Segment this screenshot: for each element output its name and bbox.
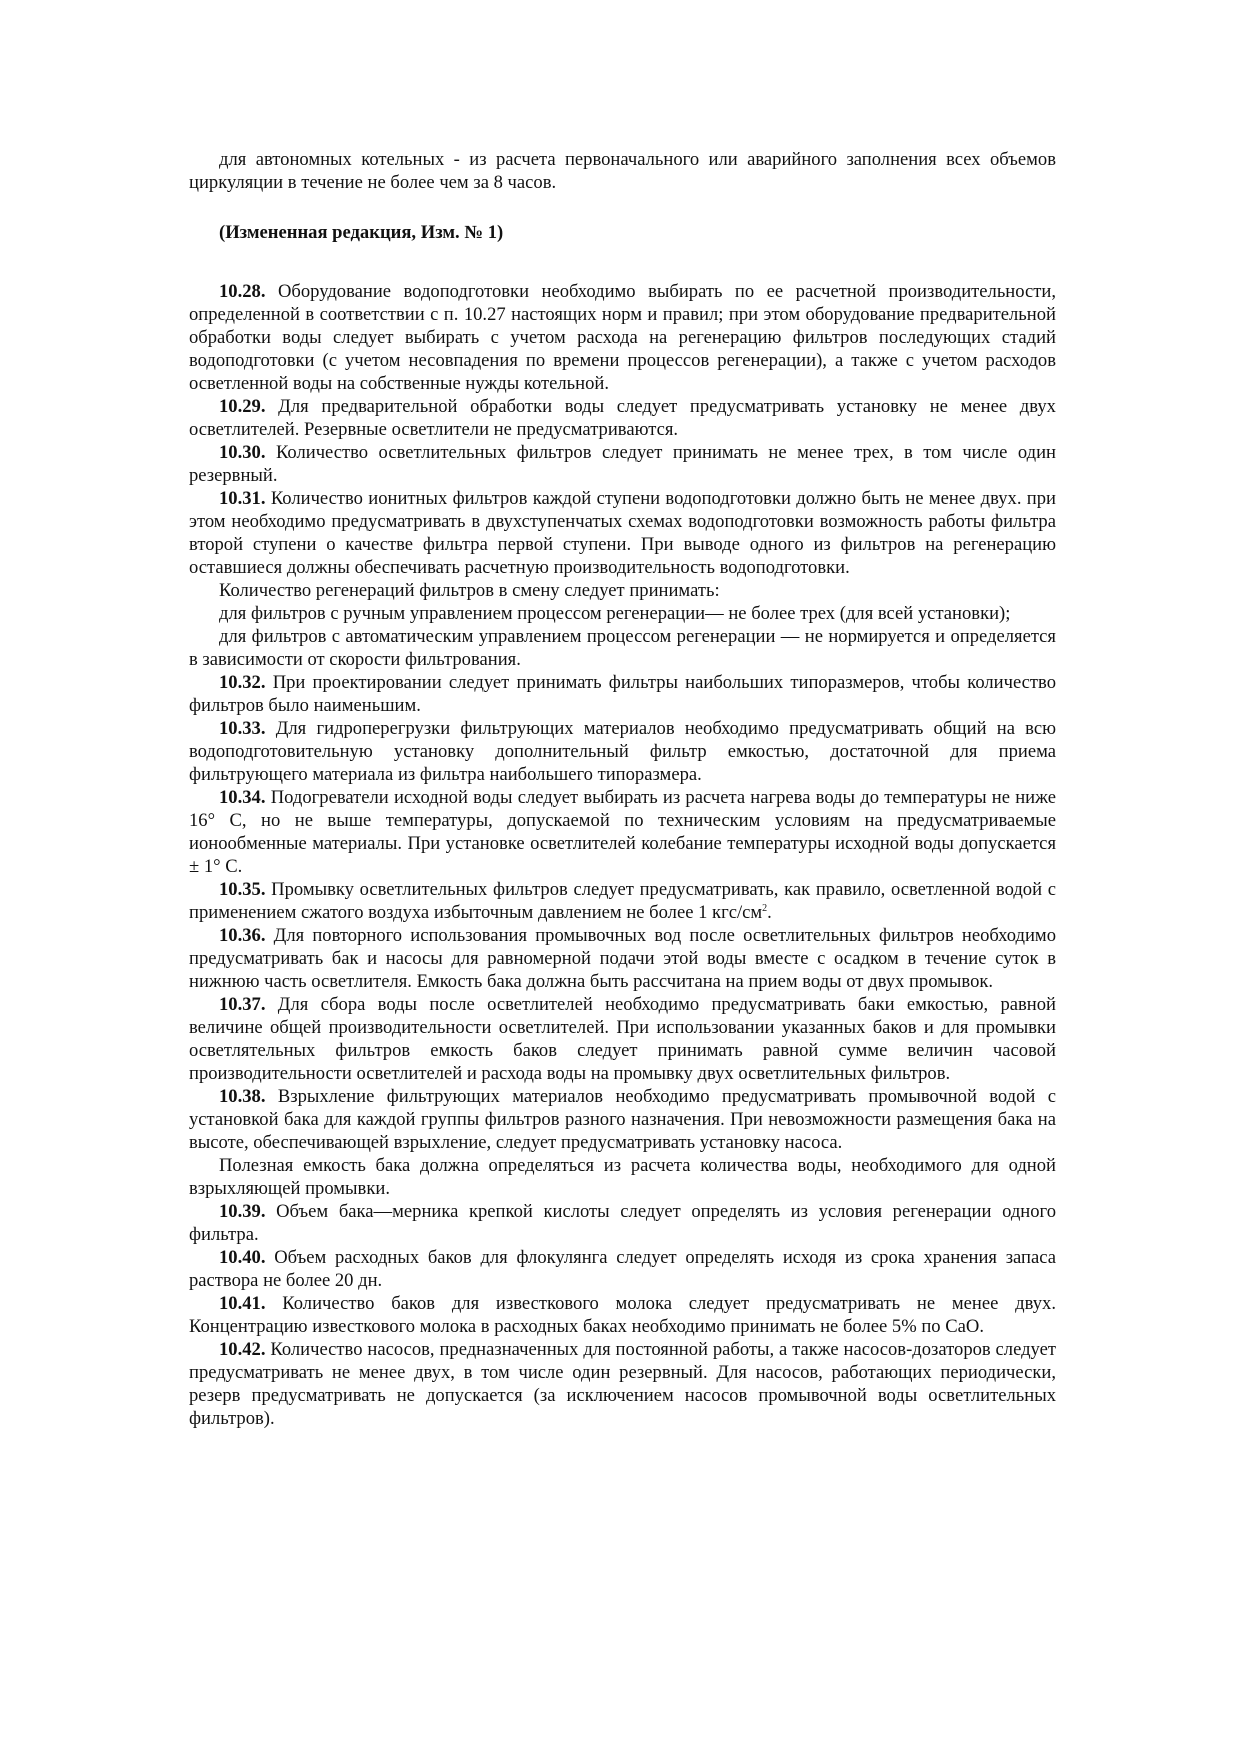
clause-text: Объем бака—мерника крепкой кислоты следует определять из условия регенерации одного фильтра.: [189, 1201, 1056, 1245]
clause-continuation: [189, 625, 1056, 671]
clause-number: 10.33.: [219, 718, 266, 739]
clause-paragraph: [189, 1292, 1056, 1338]
clause-number: 10.41.: [219, 1293, 266, 1314]
clause-number: 10.42.: [219, 1339, 266, 1360]
clause-text: для фильтров с автоматическим управлением процессом регенерации — не нормируется и определяется в зависимости от скорости фильтрования.: [189, 626, 1056, 670]
clause-text: Количество регенераций фильтров в смену следует принимать:: [219, 580, 720, 601]
clause-paragraph: [189, 1085, 1056, 1154]
clause-paragraph: [189, 395, 1056, 441]
clause-paragraph: [189, 924, 1056, 993]
clause-continuation: [189, 579, 1056, 602]
clause-text: Для предварительной обработки воды следует предусматривать установку не менее двух осветлителей. Резервные осветлители не предусматриваются.: [189, 396, 1056, 440]
clause-text: Количество ионитных фильтров каждой ступени водоподготовки должно быть не менее двух. при этом необходимо предусматривать в двухступенчатых схемах водоподготовки возможность работы фильтра второй ступени о качестве фильтра первой ступени. При выводе одного из фильтров на регенерацию оставшиеся должны обеспечивать расчетную производительность водоподготовки.: [189, 488, 1056, 578]
clause-paragraph: [189, 280, 1056, 395]
clause-number: 10.38.: [219, 1086, 266, 1107]
intro-paragraph: для автономных котельных - из расчета первоначального или аварийного заполнения всех объемов циркуляции в течение не более чем за 8 часов.: [189, 149, 1056, 193]
clause-text: Для повторного использования промывочных вод после осветлительных фильтров необходимо предусматривать бак и насосы для равномерной подачи этой воды вместе с осадком в течение суток в нижнюю часть осветлителя. Емкость бака должна быть рассчитана на прием воды от двух промывок.: [189, 925, 1056, 992]
clause-paragraph: [189, 878, 1056, 924]
document-page: [189, 148, 1056, 1430]
clause-number: 10.39.: [219, 1201, 266, 1222]
clause-text: Полезная емкость бака должна определяться из расчета количества воды, необходимого для одной взрыхляющей промывки.: [189, 1155, 1056, 1199]
clause-paragraph: [189, 993, 1056, 1085]
clause-paragraph: [189, 671, 1056, 717]
clause-text: для фильтров с ручным управлением процессом регенерации— не более трех (для всей установки);: [219, 603, 1011, 624]
clause-text: Подогреватели исходной воды следует выбирать из расчета нагрева воды до температуры не ниже 16° С, но не выше температуры, допускаемой по техническим условиям на предусматриваемые ионообменные материалы. При установке осветлителей колебание температуры исходной воды допускается ± 1° С.: [189, 787, 1056, 877]
clause-text: Для гидроперегрузки фильтрующих материалов необходимо предусматривать общий на всю водоподготовительную установку дополнительный фильтр емкостью, достаточной для приема фильтрующего материала из фильтра наибольшего типоразмера.: [189, 718, 1056, 785]
clause-number: 10.32.: [219, 672, 266, 693]
clause-text: Для сбора воды после осветлителей необходимо предусматривать баки емкостью, равной величине общей производительности осветлителей. При использовании указанных баков и для промывки осветлятельных фильтров емкость баков следует принимать равной сумме величин часовой производительности осветлителей и расхода воды на промывку двух осветлительных фильтров.: [189, 994, 1056, 1084]
clause-number: 10.37.: [219, 994, 266, 1015]
clause-text: Количество баков для известкового молока следует предусматривать не менее двух. Концентрацию известкового молока в расходных баках необходимо принимать не более 5% по СаО.: [189, 1293, 1056, 1337]
edit-note: (Измененная редакция, Изм. № 1): [219, 222, 504, 243]
clause-number: 10.40.: [219, 1247, 266, 1268]
clause-continuation: [189, 1154, 1056, 1200]
clause-number: 10.35.: [219, 879, 266, 900]
clause-text: Количество осветлительных фильтров следует принимать не менее трех, в том числе один резервный.: [189, 442, 1057, 486]
clauses-list: [189, 280, 1056, 1430]
clause-paragraph: [189, 487, 1056, 579]
clause-continuation: [189, 602, 1056, 625]
clause-paragraph: [189, 441, 1056, 487]
clause-text: Промывку осветлительных фильтров следует предусматривать, как правило, осветленной водой с применением сжатого воздуха избыточным давлением не более 1 кгс/см: [189, 879, 1056, 923]
clause-number: 10.34.: [219, 787, 266, 808]
clause-paragraph: [189, 1246, 1056, 1292]
clause-number: 10.28.: [219, 281, 266, 302]
clause-paragraph: [189, 1338, 1056, 1430]
clause-number: 10.30.: [219, 442, 266, 463]
clause-paragraph: [189, 786, 1056, 878]
clause-text: Взрыхление фильтрующих материалов необходимо предусматривать промывочной водой с установкой бака для каждой группы фильтров разного назначения. При невозможности размещения бака на высоте, обеспечивающей взрыхление, следует предусматривать установку насоса.: [189, 1086, 1056, 1153]
superscript: 2: [762, 903, 768, 914]
clause-tail: .: [767, 902, 772, 923]
clause-number: 10.31.: [219, 488, 266, 509]
clause-paragraph: [189, 717, 1056, 786]
clause-text: Объем расходных баков для флокулянга следует определять исходя из срока хранения запаса раствора не более 20 дн.: [189, 1247, 1056, 1291]
clause-number: 10.36.: [219, 925, 266, 946]
clause-number: 10.29.: [219, 396, 266, 417]
clause-text: Оборудование водоподготовки необходимо выбирать по ее расчетной производительности, определенной в соответствии с п. 10.27 настоящих норм и правил; при этом оборудование предварительной обработки воды следует выбирать с учетом расхода на регенерацию фильтров последующих стадий водоподготовки (с учетом несовпадения по времени процессов регенерации), а также с учетом расходов осветленной воды на собственные нужды котельной.: [189, 281, 1056, 394]
clause-text: Количество насосов, предназначенных для постоянной работы, а также насосов-дозаторов следует предусматривать не менее двух, в том числе один резервный. Для насосов, работающих периодически, резерв предусматривать не допускается (за исключением насосов промывочной воды осветлительных фильтров).: [189, 1339, 1056, 1429]
clause-paragraph: [189, 1200, 1056, 1246]
clause-text: При проектировании следует принимать фильтры наибольших типоразмеров, чтобы количество фильтров было наименьшим.: [189, 672, 1056, 716]
